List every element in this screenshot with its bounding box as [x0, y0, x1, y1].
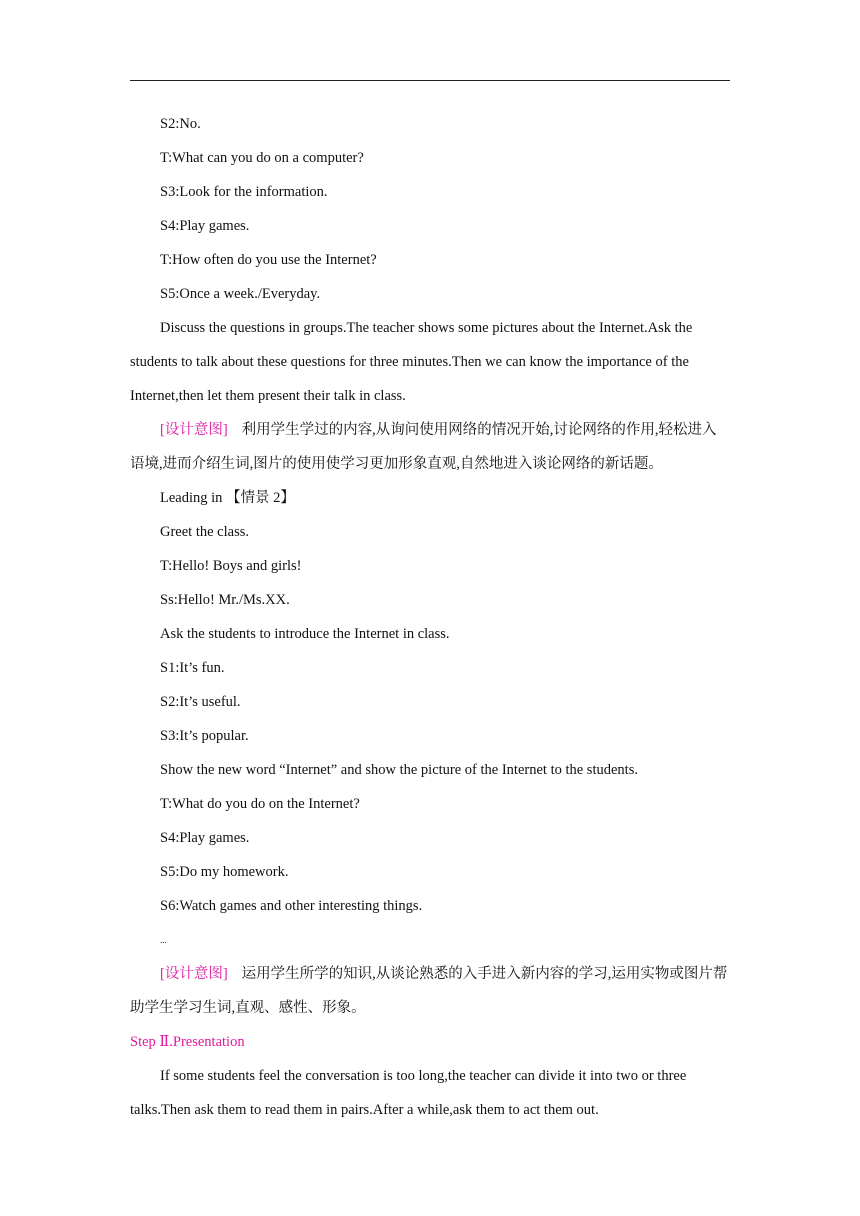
dialogue-line: S5:Do my homework. — [160, 864, 289, 880]
dialogue-line: S4:Play games. — [160, 830, 250, 846]
dialogue-line: S6:Watch games and other interesting things. — [160, 898, 423, 914]
dialogue-line: Ss:Hello! Mr./Ms.XX. — [160, 592, 290, 608]
dialogue-line: T:Hello! Boys and girls! — [160, 558, 302, 574]
dialogue-line: Ask the students to introduce the Internet in class. — [160, 626, 450, 642]
dialogue-line: S2:No. — [160, 116, 201, 132]
design-intent-paragraph — [130, 957, 730, 1025]
instruction-paragraph: If some students feel the conversation is too long,the teacher can divide it into two or three talks.Then ask them to read them in pairs.After a while,ask them to act them out. — [130, 1068, 687, 1118]
dialogue-line: Greet the class. — [160, 524, 249, 540]
dialogue-line: Show the new word “Internet” and show the picture of the Internet to the students. — [160, 762, 638, 778]
ellipsis: ... — [160, 935, 167, 945]
step-heading: Step Ⅱ.Presentation — [130, 1034, 245, 1050]
dialogue-line: S4:Play games. — [160, 218, 250, 234]
instruction-paragraph: Discuss the questions in groups.The teacher shows some pictures about the Internet.Ask the students to talk about these questions for three minutes.Then we can know the importance of the Internet,then let them present their talk in class. — [130, 320, 693, 404]
dialogue-line: S5:Once a week./Everyday. — [160, 286, 321, 302]
header-rule — [130, 80, 730, 81]
dialogue-line: S3:Look for the information. — [160, 184, 328, 200]
design-intent-text: 利用学生学过的内容,从询问使用网络的情况开始,讨论网络的作用,轻松进入语境,进而介绍生词,图片的使用使学习更加形象直观,自然地进入谈论网络的新话题。 — [130, 422, 717, 472]
dialogue-line: S2:It’s useful. — [160, 694, 241, 710]
design-intent-tag: [设计意图] — [160, 422, 228, 438]
design-intent-paragraph — [130, 413, 730, 481]
dialogue-line: S3:It’s popular. — [160, 728, 249, 744]
section-heading: Leading in 【情景 2】 — [160, 490, 295, 506]
dialogue-line: S1:It’s fun. — [160, 660, 225, 676]
design-intent-text: 运用学生所学的知识,从谈论熟悉的入手进入新内容的学习,运用实物或图片帮助学生学习生词,直观、感性、形象。 — [130, 966, 728, 1016]
dialogue-line: T:What can you do on a computer? — [160, 150, 364, 166]
design-intent-tag: [设计意图] — [160, 966, 228, 982]
dialogue-line: T:What do you do on the Internet? — [160, 796, 360, 812]
document-body — [130, 107, 730, 1127]
dialogue-line: T:How often do you use the Internet? — [160, 252, 377, 268]
